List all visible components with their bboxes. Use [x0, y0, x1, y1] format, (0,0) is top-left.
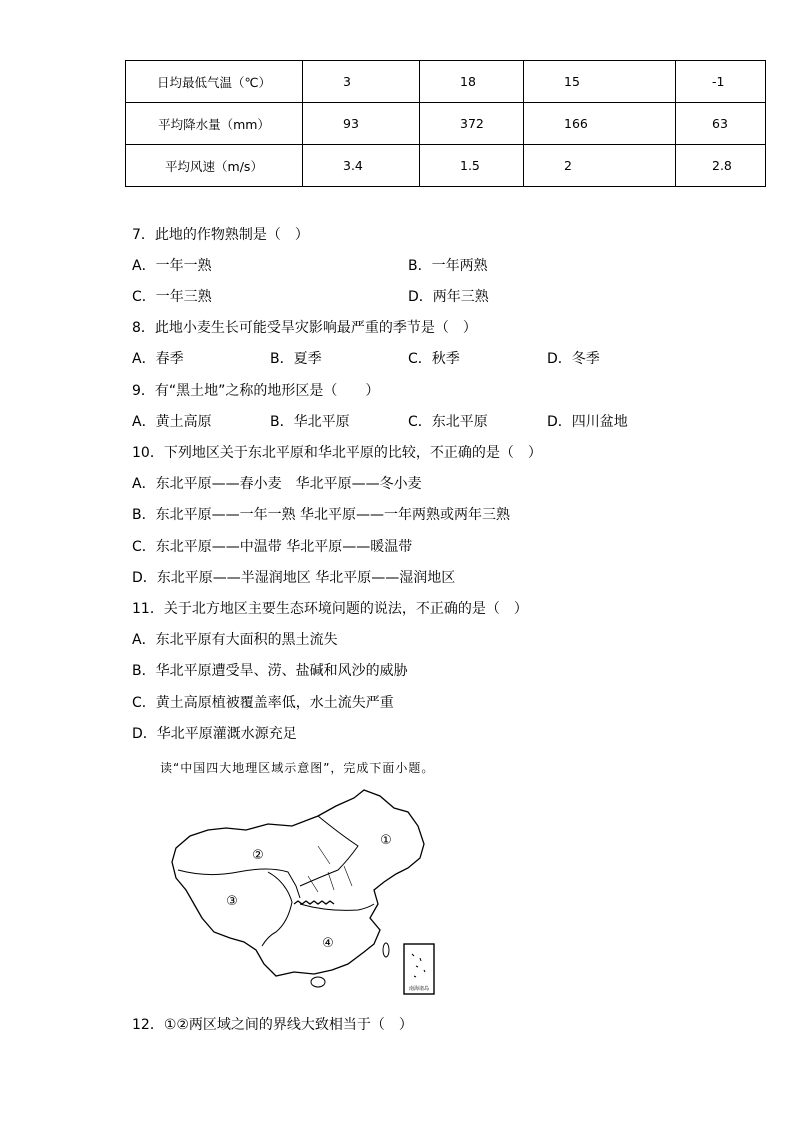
table-cell: 2.8: [676, 145, 766, 187]
option-a[interactable]: A．东北平原有大面积的黑土流失: [132, 632, 338, 648]
question-10: 10．下列地区关于东北平原和华北平原的比较，不正确的是（ ）: [132, 445, 542, 461]
table-cell: 372: [420, 103, 524, 145]
row-label: 平均降水量（mm）: [126, 103, 303, 145]
question-8: 8．此地小麦生长可能受旱灾影响最严重的季节是（ ）: [132, 320, 477, 336]
option-d[interactable]: D．华北平原灌溉水源充足: [132, 726, 297, 742]
option-d[interactable]: D．东北平原——半湿润地区 华北平原——湿润地区: [132, 570, 456, 586]
option-a[interactable]: A．一年一熟: [132, 258, 212, 274]
question-9: 9．有“黑土地”之称的地形区是（ ）: [132, 383, 380, 399]
question-7: 7．此地的作物熟制是（ ）: [132, 227, 309, 243]
inset-islands: [412, 954, 425, 977]
weather-table: [125, 60, 766, 187]
boundary-north-south: [300, 904, 374, 910]
row-label: 平均风速（m/s）: [126, 145, 303, 187]
table-cell: 93: [303, 103, 420, 145]
table-cell: 1.5: [420, 145, 524, 187]
question-12: 12．①②两区域之间的界线大致相当于（ ）: [132, 1017, 413, 1033]
option-c[interactable]: C．黄土高原植被覆盖率低，水土流失严重: [132, 695, 394, 711]
table-cell: 3.4: [303, 145, 420, 187]
option-d[interactable]: D．冬季: [547, 351, 600, 367]
option-b[interactable]: B．华北平原: [270, 414, 350, 430]
row-label: 日均最低气温（℃）: [126, 61, 303, 103]
question-11: 11．关于北方地区主要生态环境问题的说法，不正确的是（ ）: [132, 601, 528, 617]
region-label-4: ④: [322, 936, 334, 951]
table-cell: 166: [524, 103, 676, 145]
map-caption: 读“中国四大地理区域示意图”，完成下面小题。: [160, 761, 435, 775]
table-cell: 2: [524, 145, 676, 187]
qinling-mountains: [294, 901, 334, 904]
option-b[interactable]: B．华北平原遭受旱、涝、盐碱和风沙的威胁: [132, 663, 408, 679]
option-c[interactable]: C．一年三熟: [132, 289, 212, 305]
option-d[interactable]: D．两年三熟: [408, 289, 489, 305]
option-d[interactable]: D．四川盆地: [547, 414, 628, 430]
table-cell: 63: [676, 103, 766, 145]
option-a[interactable]: A．黄土高原: [132, 414, 212, 430]
option-b[interactable]: B．一年两熟: [408, 258, 488, 274]
china-regions-map: [168, 786, 440, 1000]
region-label-2: ②: [252, 848, 264, 863]
table-cell: 3: [303, 61, 420, 103]
option-c[interactable]: C．东北平原: [408, 414, 488, 430]
province-lines: [308, 846, 352, 892]
table-cell: 18: [420, 61, 524, 103]
region-label-1: ①: [380, 833, 392, 848]
table-cell: 15: [524, 61, 676, 103]
boundary-qinghai-tibet: [262, 872, 292, 946]
region-label-3: ③: [226, 894, 238, 909]
option-a[interactable]: A．春季: [132, 351, 184, 367]
option-b[interactable]: B．夏季: [270, 351, 322, 367]
table-row: [126, 61, 766, 103]
china-outline: [172, 790, 424, 976]
table-cell: -1: [676, 61, 766, 103]
option-a[interactable]: A．东北平原——春小麦 华北平原——冬小麦: [132, 476, 422, 492]
table-row: [126, 103, 766, 145]
option-b[interactable]: B．东北平原——一年一熟 华北平原——一年两熟或两年三熟: [132, 507, 511, 523]
option-c[interactable]: C．东北平原——中温带 华北平原——暖温带: [132, 539, 413, 555]
table-row: [126, 145, 766, 187]
taiwan-island: [383, 943, 389, 957]
hainan-island: [311, 977, 325, 987]
option-c[interactable]: C．秋季: [408, 351, 460, 367]
inset-label: 南海诸岛: [408, 986, 430, 992]
